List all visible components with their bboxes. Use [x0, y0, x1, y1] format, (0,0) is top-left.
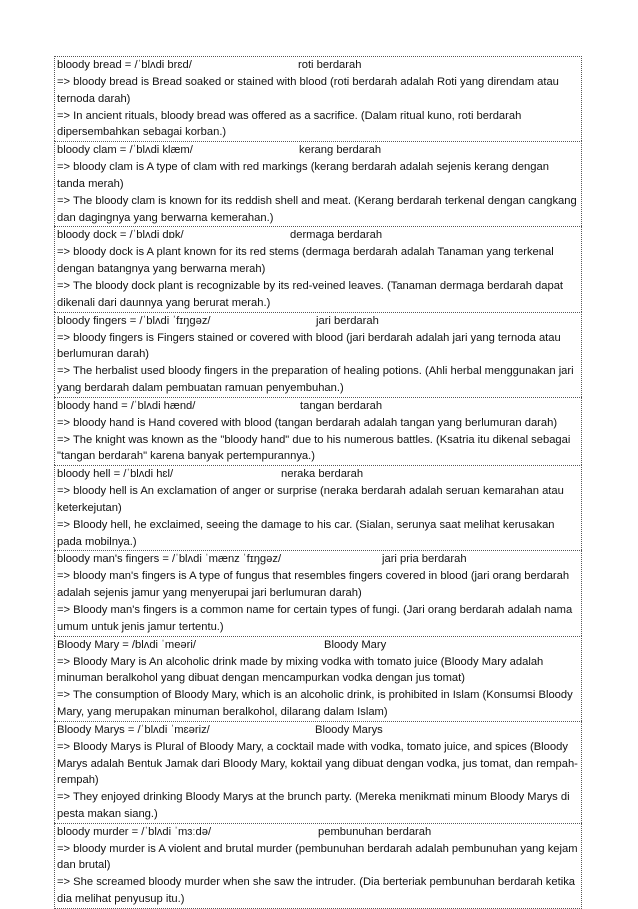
headword: bloody dock = /ˈblʌdi dɒk/ — [57, 229, 184, 242]
entry-headline — [56, 824, 581, 841]
definition: => bloody murder is A violent and brutal murder (pembunuhan berdarah adalah pembunuhan yang kejam dan brutal) — [57, 842, 578, 872]
dictionary-page — [54, 56, 582, 909]
definition: => bloody clam is A type of clam with red markings (kerang berdarah adalah sejenis kerang dengan tanda merah) — [57, 161, 549, 190]
translation: Bloody Marys — [315, 723, 383, 736]
headword: bloody fingers = /ˈblʌdi ˈfɪŋɡəz/ — [57, 314, 211, 327]
example: => In ancient rituals, bloody bread was offered as a sacrifice. (Dalam ritual kuno, roti berdarah dipersembahkan sebagai korban.) — [57, 109, 522, 139]
example: => The knight was known as the "bloody hand" due to his numerous battles. (Ksatria itu dikenal sebagai "tangan berdarah" karena banyak pertempurannya.) — [57, 433, 571, 463]
entry-bloody-hand — [54, 397, 582, 465]
example: => The herbalist used bloody fingers in the preparation of healing potions. (Ahli herbal menggunakan jari yang berdarah dalam pembuatan ramuan penyembuhan.) — [57, 365, 574, 394]
definition: => bloody dock is A plant known for its red stems (dermaga berdarah adalah Tanaman yang terkenal dengan batangnya yang berwarna merah) — [57, 246, 554, 276]
headword: bloody hand = /ˈblʌdi hænd/ — [57, 399, 196, 412]
definition: => bloody bread is Bread soaked or stained with blood (roti berdarah adalah Roti yang direndam atau ternoda darah) — [57, 76, 559, 105]
example: => Bloody hell, he exclaimed, seeing the damage to his car. (Sialan, serunya saat melihat kerusakan pada mobilnya.) — [57, 518, 555, 548]
entry-bloody-fingers — [54, 312, 582, 397]
entry-bloody-bread — [54, 56, 582, 141]
definition: => bloody hell is An exclamation of anger or surprise (neraka berdarah adalah seruan kemarahan atau keterkejutan) — [57, 485, 564, 514]
entry-bloody-dock — [54, 226, 582, 311]
translation: tangan berdarah — [300, 399, 383, 412]
definition: => Bloody Marys is Plural of Bloody Mary, a cocktail made with vodka, tomato juice, and spices (Bloody Marys adalah Bentuk Jamak dari Bloody Mary, koktail yang dibuat dengan vodka, jus tomat, dan rempah-rempah) — [57, 740, 578, 787]
headword: bloody clam = /ˈblʌdi klæm/ — [57, 144, 193, 157]
entry-headline — [56, 637, 581, 654]
entry-headline — [56, 57, 581, 74]
headword: Bloody Marys = /ˈblʌdi ˈmɛəriz/ — [57, 723, 210, 736]
headword: bloody hell = /ˈblʌdi hɛl/ — [57, 468, 174, 481]
example: => The consumption of Bloody Mary, which is an alcoholic drink, is prohibited in Islam (Konsumsi Bloody Mary, yang merupakan minuman beralkohol, dilarang dalam Islam) — [57, 689, 573, 718]
entry-headline — [56, 398, 581, 415]
translation: dermaga berdarah — [290, 229, 383, 242]
translation: kerang berdarah — [299, 144, 382, 157]
entry-headline — [56, 142, 581, 159]
translation: pembunuhan berdarah — [318, 825, 432, 838]
entry-bloody-hell — [54, 465, 582, 550]
definition: => bloody fingers is Fingers stained or covered with blood (jari berdarah adalah jari yang ternoda atau berlumuran darah) — [57, 331, 561, 361]
entry-bloody-mans-fingers — [54, 550, 582, 635]
definition: => bloody hand is Hand covered with blood (tangan berdarah adalah tangan yang berlumuran darah) — [57, 416, 558, 429]
example: => They enjoyed drinking Bloody Marys at the brunch party. (Mereka menikmati minum Bloody Marys di pesta makan siang.) — [57, 791, 570, 820]
translation: jari pria berdarah — [382, 553, 467, 566]
headword: Bloody Mary = /blʌdi ˈmeəri/ — [57, 638, 196, 651]
entry-headline — [56, 466, 581, 483]
headword: bloody murder = /ˈblʌdi ˈmɜːdə/ — [57, 825, 212, 838]
example: => Bloody man's fingers is a common name for certain types of fungi. (Jari orang berdarah adalah nama umum untuk jenis jamur tertentu.) — [57, 603, 573, 633]
translation: roti berdarah — [298, 59, 362, 71]
definition: => bloody man's fingers is A type of fungus that resembles fingers covered in blood (jari orang berdarah adalah sejenis jamur yang menyerupai jari berlumuran darah) — [57, 570, 570, 600]
translation: jari berdarah — [316, 314, 379, 327]
entry-bloody-murder — [54, 823, 582, 909]
entry-bloody-mary — [54, 636, 582, 721]
entry-headline — [56, 551, 581, 568]
headword: bloody bread = /ˈblʌdi brɛd/ — [57, 59, 192, 71]
example: => She screamed bloody murder when she saw the intruder. (Dia berteriak pembunuhan berdarah ketika dia melihat penyusup itu.) — [57, 876, 576, 906]
example: => The bloody dock plant is recognizable by its red-veined leaves. (Tanaman dermaga berdarah dapat dikenali dari daunnya yang berurat merah.) — [57, 279, 564, 309]
example: => The bloody clam is known for its reddish shell and meat. (Kerang berdarah terkenal dengan cangkang dan dagingnya yang berwarna kemerahan.) — [57, 194, 577, 224]
entry-headline — [56, 227, 581, 244]
translation: Bloody Mary — [324, 638, 387, 651]
entry-bloody-clam — [54, 141, 582, 226]
entry-headline — [56, 313, 581, 330]
headword: bloody man's fingers = /ˈblʌdi ˈmænz ˈfɪŋɡəz/ — [57, 553, 282, 566]
entry-headline — [56, 722, 581, 739]
definition: => Bloody Mary is An alcoholic drink made by mixing vodka with tomato juice (Bloody Mary adalah minuman beralkohol yang dibuat dengan mencampurkan vodka dengan jus tomat) — [57, 655, 544, 685]
translation: neraka berdarah — [281, 468, 364, 481]
entry-bloody-marys — [54, 721, 582, 823]
